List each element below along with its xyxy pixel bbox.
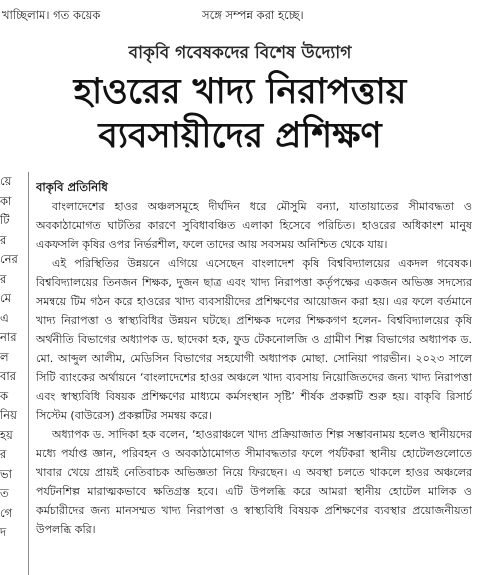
fragment-line: ল — [0, 349, 9, 364]
fragment-line: গে — [0, 505, 13, 520]
fragment-line: কা — [0, 193, 12, 208]
fragment-line: ক — [0, 388, 9, 403]
fragment-line: র — [0, 447, 7, 461]
fragment-line: নের — [0, 252, 18, 266]
fragment-line: টি — [0, 213, 10, 227]
headline-line-2: ব্যবসায়ীদের প্রশিক্ষণ — [98, 115, 382, 156]
fragment-line: বার — [0, 369, 17, 383]
fragment-line: নিয় — [0, 408, 17, 422]
byline: বাকৃবি প্রতিনিধি — [36, 180, 108, 194]
article-kicker: বাকৃবি গবেষকদের বিশেষ উদ্যোগ — [128, 43, 352, 63]
fragment-line: এ — [0, 310, 9, 325]
fragment-line: ত — [0, 486, 9, 500]
article-body — [36, 178, 472, 573]
fragment-line: মে — [0, 291, 12, 305]
paragraph-3: অধ্যাপক ড. সাদিকা হক বলেন, ‘হাওরাঞ্চলে খাদ্য প্রক্রিয়াজাত শিল্প সম্ভাবনাময় হলেও স্থানীয়দের মধ্যে পর্যাপ্ত জ্ঞান, পরিবহন ও অবকাঠামোগত সীমাবদ্ধতার ফলে পর্যটকরা স্থানীয় হোটেলগুলোতে খাবার খেয়ে প্রায়ই নেতিবাচক অভিজ্ঞতা নিয়ে ফিরছেন। এ অবস্থা চলতে থাকলে হাওর অঞ্চলের পর্যটনশিল্প মারাত্মকভাবে ক্ষতিগ্রস্ত হবে। এটি উপলব্ধি করে আমরা স্থানীয় হোটেল মালিক ও কর্মচারীদের জন্য মানসম্মত খাদ্য নিরাপত্তা ও স্বাস্থ্যবিধি বিষয়ক প্রশিক্ষণের ব্যবস্থার প্রয়োজনীয়তা উপলব্ধি করি। — [36, 428, 472, 536]
fragment-line: নার — [0, 330, 17, 344]
paragraph-2: এই পরিস্থিতির উন্নয়নে এগিয়ে এসেছেন বাংলাদেশ কৃষি বিশ্ববিদ্যালয়ের একদল গবেষক। বিশ্ববিদ্যালয়ের তিনজন শিক্ষক, দুজন ছাত্র এবং খাদ্য নিরাপত্তা কর্তৃপক্ষের একজন অভিজ্ঞ সদস্যের সমন্বয়ে টিম গঠন করে হাওরের খাদ্য ব্যবসায়ীদের প্রশিক্ষণের আয়োজন করা হয়। এর ফলে বর্তমানে খাদ্য নিরাপত্তা ও স্বাস্থ্যবিধির উন্নয়ন ঘটছে। প্রশিক্ষক দলের শিক্ষকগণ হলেন- বিশ্ববিদ্যালয়ের কৃষি অর্থনীতি বিভাগের অধ্যাপক ড. ছাদেকা হক, ফুড টেকনোলজি ও গ্রামীণ শিল্প বিভাগের অধ্যাপক ড. মো. আব্দুল আলীম, মেডিসিন বিভাগের সহযোগী অধ্যাপক মোছা. সোনিয়া পারভীন। ২০২৩ সালে সিটি ব্যাংকের অর্থায়নে ‘বাংলাদেশের হাওর অঞ্চলে খাদ্য ব্যবসায় নিয়োজিতদের জন্য খাদ্য নিরাপত্তা এবং স্বাস্থ্যবিধি বিষয়ক প্রশিক্ষণের মাধ্যমে কর্মসংস্থান সৃষ্টি’ শীর্ষক প্রকল্পটি শুরু হয়। বাকৃবি রিসার্চ সিস্টেম (বাউরেস) প্রকল্পটির সমন্বয় করে। — [36, 257, 472, 422]
adjacent-column-fragment — [0, 172, 29, 575]
fragment-line: ভা — [0, 466, 12, 481]
fragment-line: হয় — [0, 427, 13, 442]
paragraph-1: বাংলাদেশের হাওর অঞ্চলসমূহে দীর্ঘদিন ধরে মৌসুমি বন্যা, যাতায়াতের সীমাবদ্ধতা ও অবকাঠামোগত ঘাটতির কারণে সুবিধাবঞ্চিত এলাকা হিসেবে পরিচিত। হাওরের অধিকাংশ মানুষ একফসলি কৃষির ওপর নির্ভরশীল, ফলে তাদের আয় সবসময় অনিশ্চিত থেকে যায়। — [36, 200, 472, 251]
fragment-right-text: সঙ্গে সম্পন্ন করা হচ্ছে। — [202, 8, 304, 22]
previous-article-fragment — [0, 0, 480, 30]
fragment-left-text: খাচ্ছিলাম। গত কয়েক — [2, 8, 101, 22]
fragment-line: দ — [0, 525, 7, 539]
fragment-line: র — [0, 232, 7, 247]
headline-line-1: হাওরের খাদ্য নিরাপত্তায় — [73, 71, 407, 112]
article-headline — [20, 70, 460, 158]
fragment-line: র — [0, 271, 7, 286]
fragment-line: য়ে — [0, 174, 12, 188]
